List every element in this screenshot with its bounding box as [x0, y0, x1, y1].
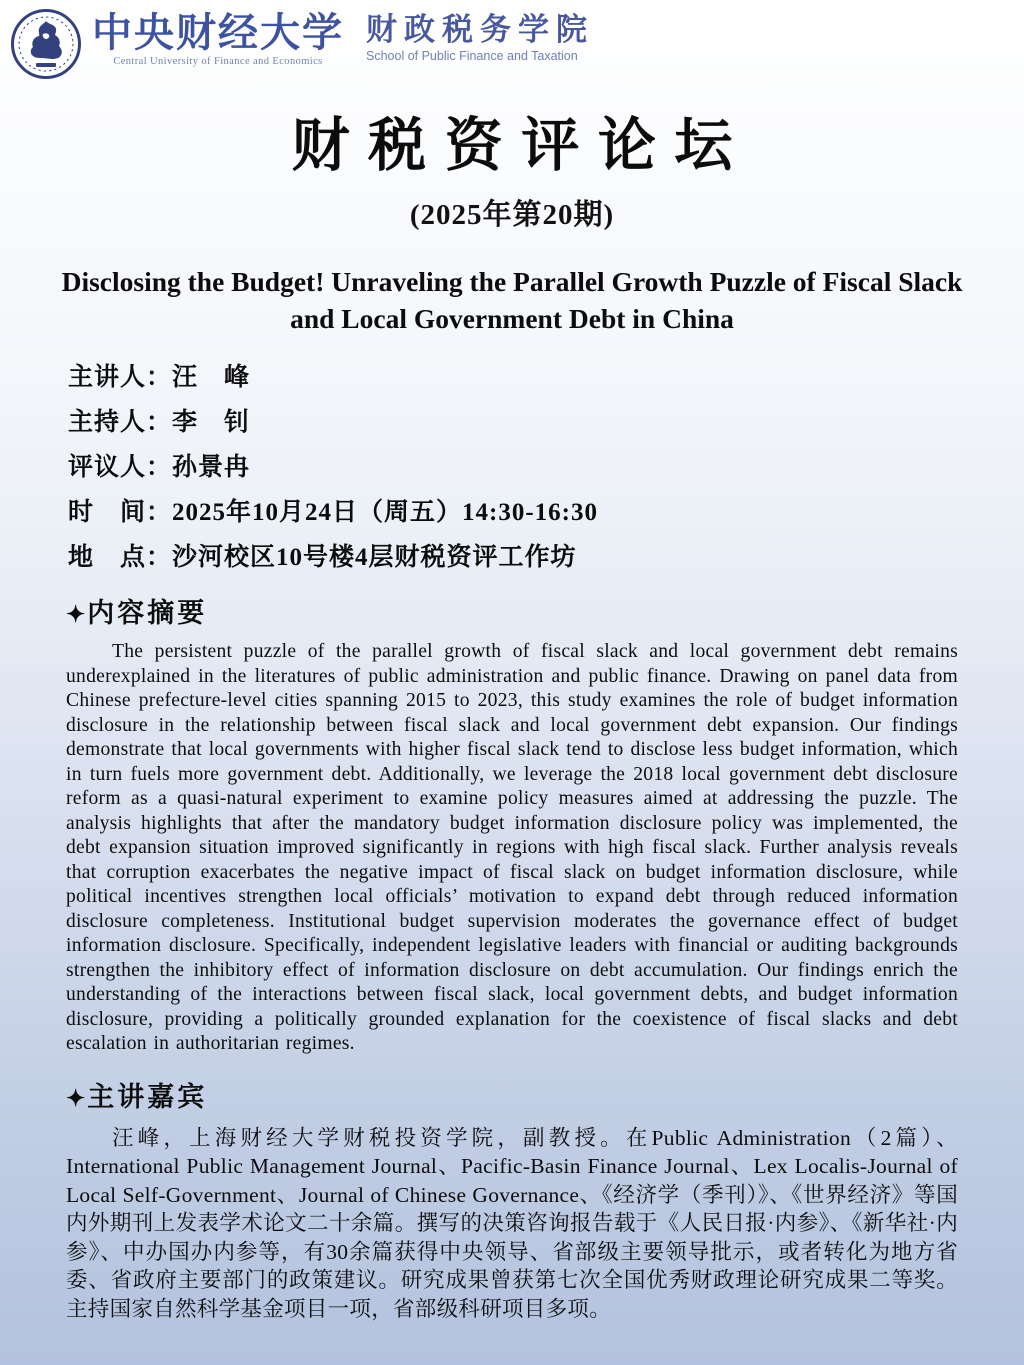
brand-text — [92, 8, 594, 68]
info-value: 李 钊 — [172, 409, 251, 436]
info-row-time — [68, 498, 1024, 528]
info-value: 2025年10月24日（周五）14:30-16:30 — [172, 499, 598, 526]
talk-title-english: Disclosing the Budget! Unraveling the Parallel Growth Puzzle of Fiscal Slack and Local Government Debt in China — [61, 266, 963, 334]
info-value: 沙河校区10号楼4层财税资评工作坊 — [172, 544, 577, 571]
speaker-section-heading — [66, 1075, 1024, 1114]
header — [0, 0, 1024, 84]
university-name-cn: 中央财经大学 — [92, 10, 344, 55]
diamond-bullet-icon: ✦ — [66, 602, 86, 627]
info-value: 孙景冉 — [172, 454, 251, 481]
info-label: 评议人： — [68, 454, 173, 481]
speaker-bio-text: 汪峰，上海财经大学财税投资学院，副教授。在Public Administration（2篇）、International Public Management Journal、Pacific-Basin Finance Journal、Lex Localis-Journal of Local Self-Government、Journal of Chinese Governance、《经济学（季刊）》、《世界经济》等国内外期刊上发表学术论文二十余篇。撰写的决策咨询报告载于《人民日报·内参》、《新华社·内参》、中办国办内参等，有30余篇获得中央领导、省部级主要领导批示，或者转化为地方省委、省政府主要部门的政策建议。研究成果曾获第七次全国优秀财政理论研究成果二等奖。主持国家自然科学基金项目一项，省部级科研项目多项。 — [66, 1125, 958, 1321]
university-name-en: Central University of Finance and Economics — [113, 56, 323, 67]
info-row-speaker — [68, 363, 1024, 393]
info-label: 时 间： — [68, 499, 173, 526]
info-row-host — [68, 408, 1024, 438]
school-name-en: School of Public Finance and Taxation — [366, 49, 578, 63]
school-name-block — [366, 12, 594, 64]
diamond-bullet-icon: ✦ — [66, 1085, 86, 1111]
info-value: 汪 峰 — [172, 364, 251, 391]
abstract-section-heading — [66, 591, 1024, 630]
speaker-heading-label: 主讲嘉宾 — [87, 1081, 208, 1112]
abstract-heading-label: 内容摘要 — [87, 598, 208, 628]
info-label: 主持人： — [68, 409, 173, 436]
university-name-block — [92, 12, 344, 68]
university-seal-logo — [10, 8, 82, 80]
info-label: 主讲人： — [68, 364, 173, 391]
info-row-location — [68, 543, 1024, 573]
forum-title: 财税资评论坛 — [291, 113, 751, 178]
info-list — [68, 363, 1024, 573]
info-row-discussant — [68, 453, 1024, 483]
abstract-body-text: The persistent puzzle of the parallel growth of fiscal slack and local government debt remains underexplained in the literatures of public administration and public finance. Drawing on panel data from Chinese prefecture-level cities spanning 2015 to 2023, this study examines the role of budget information disclosure in the relationship between fiscal slack and local government debt expansion. Our findings demonstrate that local governments with higher fiscal slack tend to disclose less budget information, which in turn fuels more government debt. Additionally, we leverage the 2018 local government debt disclosure reform as a quasi-natural experiment to examine policy measures aimed at addressing the puzzle. The analysis highlights that after the mandatory budget information disclosure policy was implemented, the debt expansion situation improved significantly in regions with high fiscal slack. Further analysis reveals that corruption exacerbates the negative impact of fiscal slack on budget information disclosure, while political incentives strengthen local officials’ motivation to expand debt through reduced information disclosure completeness. Institutional budget supervision moderates the governance effect of budget information disclosure. Specifically, independent legislative leaders with financial or auditing backgrounds strengthen the inhibitory effect of information disclosure on debt accumulation. Our findings enrich the understanding of the interactions between fiscal slack, local government debts, and budget information disclosure, providing a politically grounded explanation for the coexistence of fiscal slacks and debt escalation in authoritarian regimes. — [66, 641, 958, 1054]
school-name-cn: 财政税务学院 — [366, 12, 594, 47]
info-label: 地 点： — [68, 544, 173, 571]
forum-issue: (2025年第20期) — [409, 199, 615, 231]
